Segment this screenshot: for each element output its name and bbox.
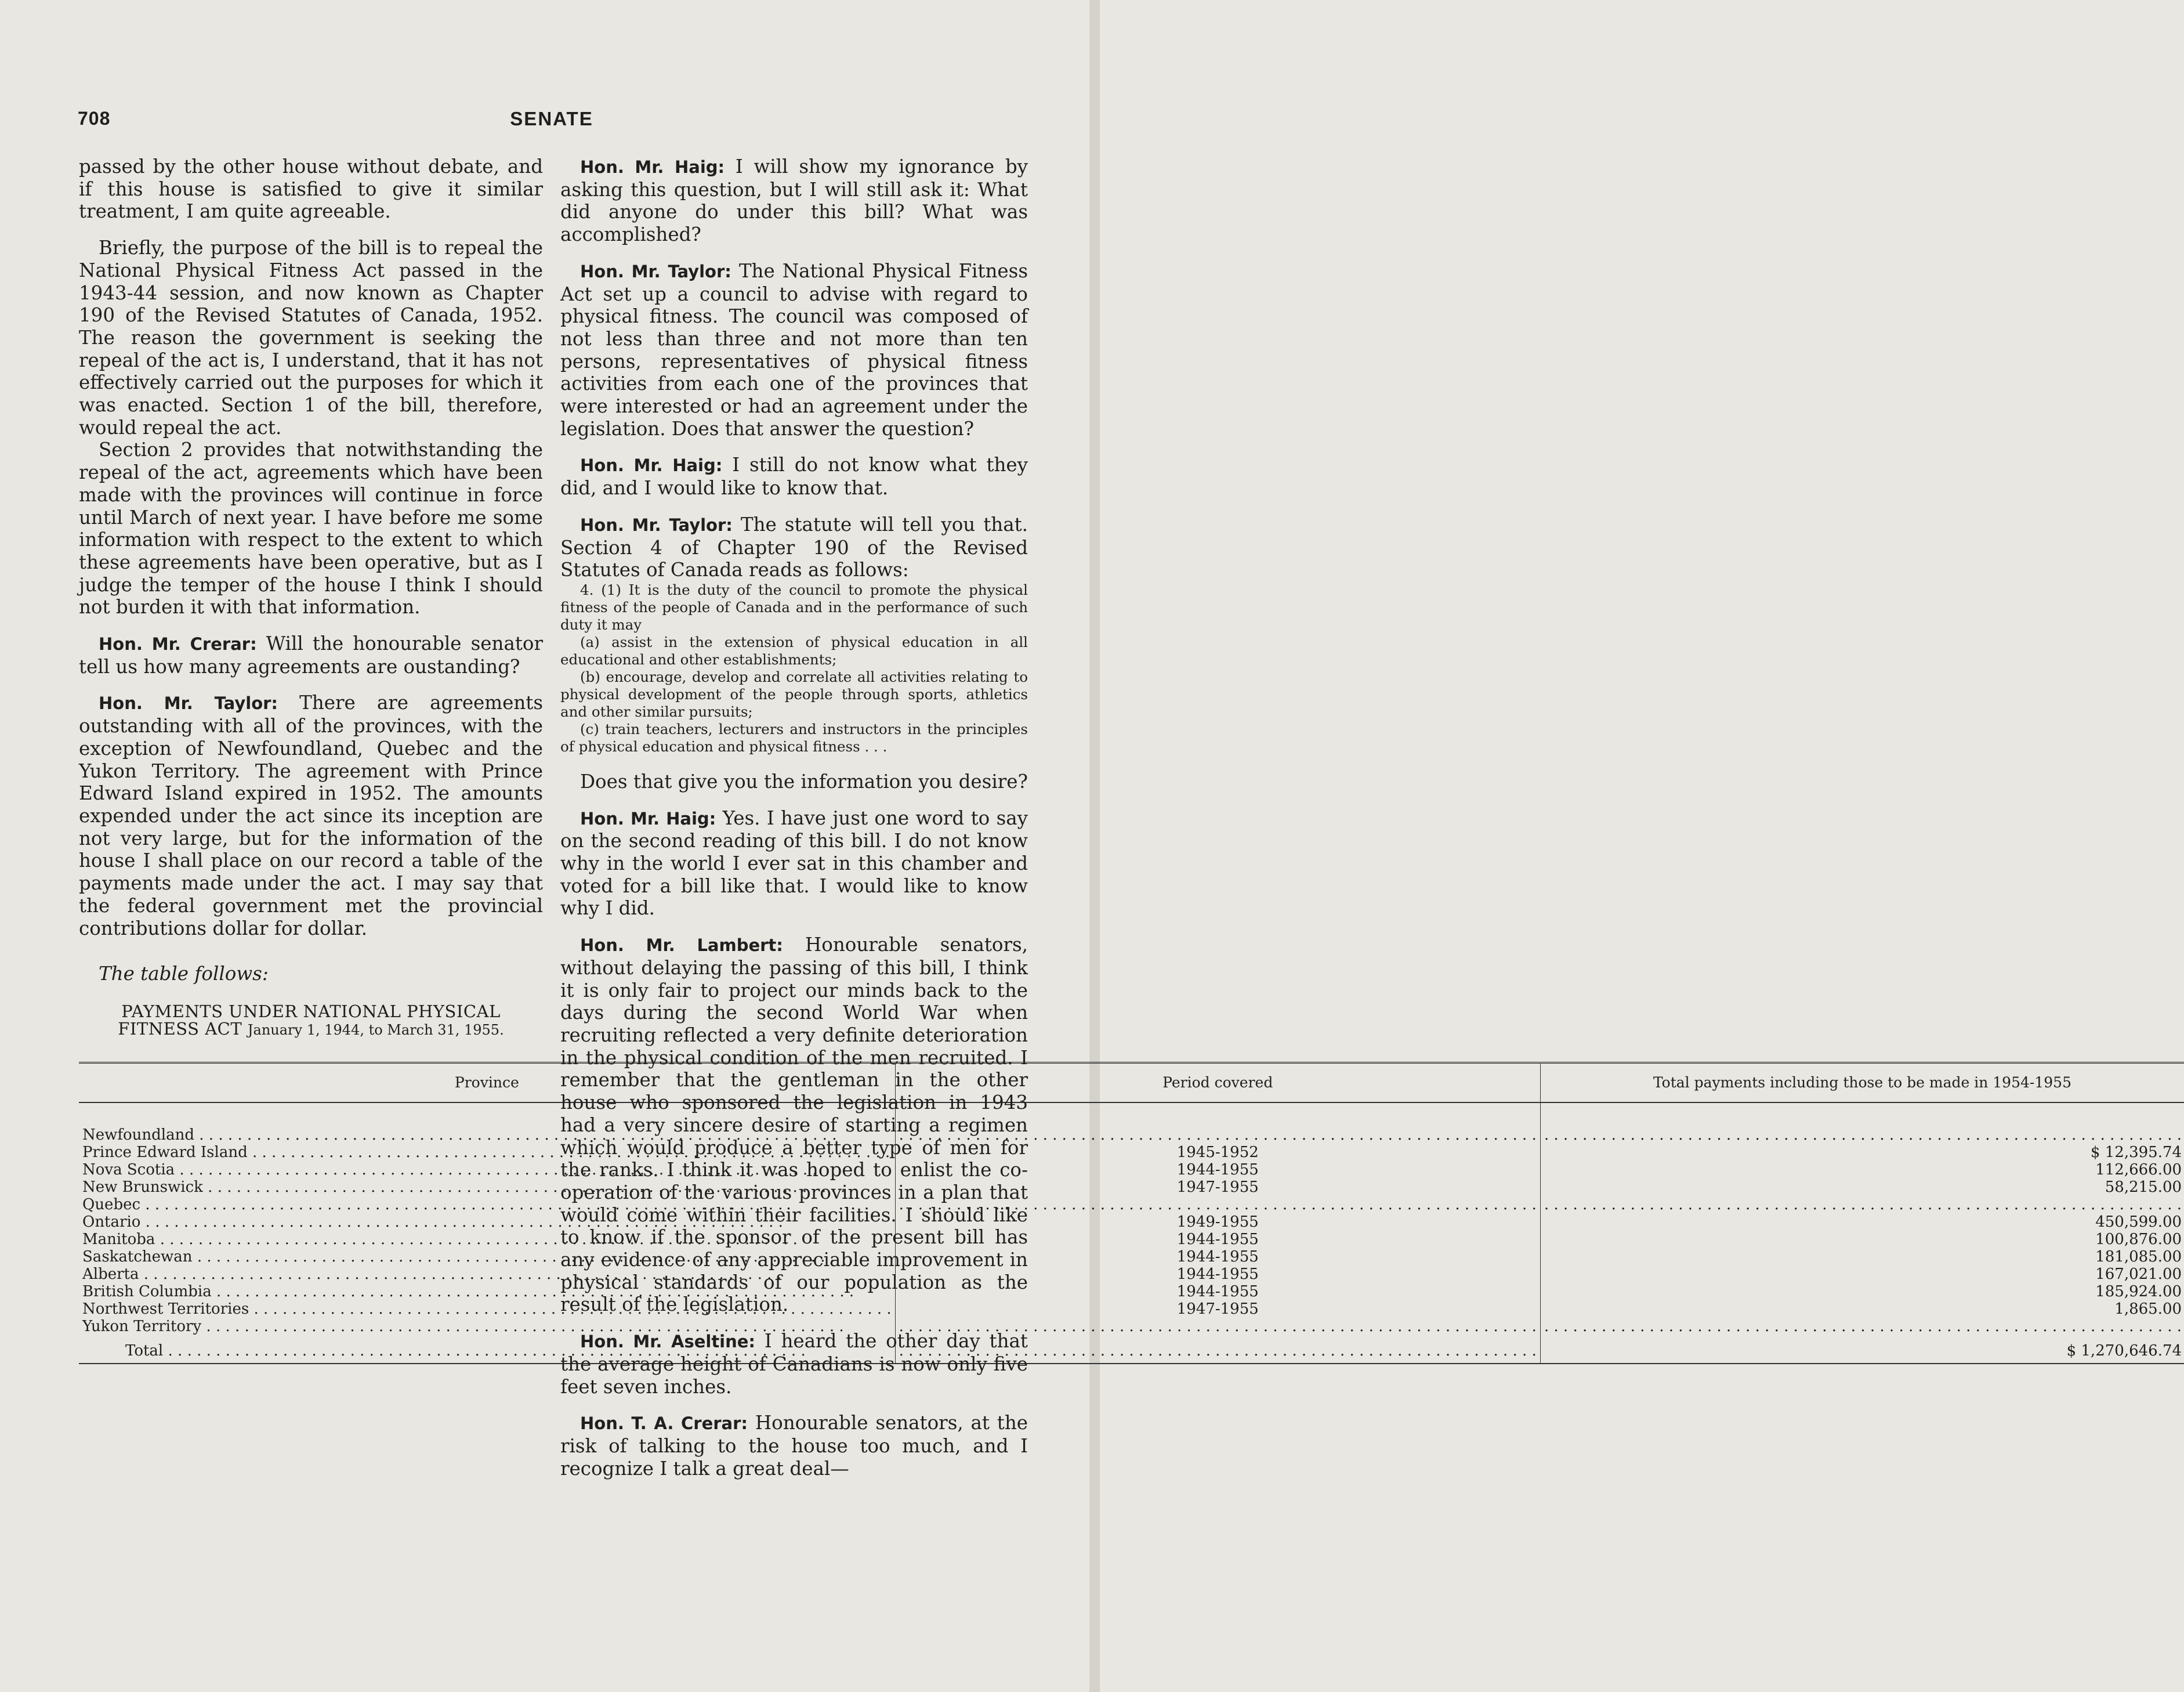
speaker-name: Hon. Mr. Aseltine: [580, 1332, 756, 1352]
table-row [79, 1231, 2184, 1248]
period-cell: 1944-1955 [895, 1283, 1540, 1300]
table-row [79, 1266, 2184, 1283]
speech-text: Honourable senators, without delaying the passing of this bill, I think it is only fair to project our minds back to the days during the second World War when recruiting reflected a very definite deterioration in the physical condition of the men recruited. I remember that the gentleman in the other house who sponsored the legislation in 1943 had a very sincere desire of starting a regimen which would produce a better type of men for the ranks. I think it was hoped to enlist the co-operation of the various provinces in a plan that would come within their facilities. I should like to know if the sponsor of the present bill has any evidence of any appreciable improvement in physical standards of our population as the result of the legislation. [560, 934, 1028, 1316]
total-cell: 1,865.00 [1540, 1300, 2184, 1318]
table-title-dates: January 1, 1944, to March 31, 1955. [247, 1021, 504, 1038]
speech-aseltine [560, 1330, 1028, 1398]
total-cell: 167,021.00 [1540, 1266, 2184, 1283]
province-name: Nova Scotia . . . [82, 1161, 892, 1178]
speech-text: I will show my ignorance by asking this question, but I will still ask it: What did anyone do under this bill? What was accomplished? [560, 156, 1028, 246]
table-row [79, 1248, 2184, 1266]
column-header-province: Province [79, 1062, 895, 1102]
speaker-name: Hon. T. A. Crerar: [580, 1413, 748, 1434]
page-number: 708 [78, 108, 111, 129]
table-total-row [79, 1335, 2184, 1364]
speaker-name: Hon. Mr. Taylor: [99, 693, 278, 714]
speaker-name: Hon. Mr. Crerar: [99, 634, 257, 655]
quote-item-a: (a) assist in the extension of physical education in all educational and other establishments; [560, 633, 1028, 668]
table-intro: The table follows: [99, 963, 269, 985]
province-name: Yukon Territory . . . [82, 1318, 892, 1335]
table-row [79, 1300, 2184, 1318]
speaker-name: Hon. Mr. Haig: [580, 157, 725, 177]
speech-haig [560, 454, 1028, 499]
period-cell: 1945-1952 [895, 1144, 1540, 1161]
total-cell: 58,215.00 [1540, 1178, 2184, 1196]
table-title-main: PAYMENTS UNDER NATIONAL PHYSICAL FITNESS ACT [118, 1001, 501, 1039]
speaker-name: Hon. Mr. Taylor: [580, 515, 733, 535]
total-label: Total . . . [125, 1342, 892, 1360]
speech-lambert [560, 934, 1028, 1316]
speech-crerar [79, 632, 543, 678]
period-cell: 1944-1955 [895, 1161, 1540, 1178]
speech-taylor [560, 514, 1028, 581]
province-name: Alberta . . . [82, 1266, 892, 1283]
province-name: Northwest Territories . . . [82, 1300, 892, 1318]
province-name: Prince Edward Island . . . [82, 1144, 892, 1161]
province-name: New Brunswick . . . [82, 1178, 892, 1196]
total-cell [1540, 1318, 2184, 1335]
table-row [79, 1144, 2184, 1161]
quote-item-c: (c) train teachers, lecturers and instructors in the principles of physical education and physical fitness . . . [560, 720, 1028, 755]
total-cell: 100,876.00 [1540, 1231, 2184, 1248]
speech-text: Will the honourable senator tell us how many agreements are oustanding? [79, 632, 543, 678]
total-cell: 185,924.00 [1540, 1283, 2184, 1300]
period-cell: 1947-1955 [895, 1178, 1540, 1196]
speaker-name: Hon. Mr. Haig: [580, 455, 723, 476]
speech-text: The statute will tell you that. Section 4 of Chapter 190 of the Revised Statutes of Canada reads as follows: [560, 513, 1028, 581]
period-cell: 1944-1955 [895, 1266, 1540, 1283]
column-header-total: Total payments including those to be made in 1954-1955 [1540, 1062, 2184, 1102]
speech-text: Honourable senators, at the risk of talking to the house too much, and I recognize I talk a great deal— [560, 1412, 1028, 1480]
period-cell: 1944-1955 [895, 1248, 1540, 1266]
quote-item-b: (b) encourage, develop and correlate all activities relating to physical development of the people through sports, athletics and other similar pursuits; [560, 668, 1028, 720]
period-cell: 1949-1955 [895, 1213, 1540, 1231]
total-cell: 181,085.00 [1540, 1248, 2184, 1266]
page-header [78, 108, 1026, 137]
right-column [560, 156, 1028, 1494]
table-row [79, 1161, 2184, 1178]
total-cell [1540, 1126, 2184, 1144]
statute-quote [560, 581, 1028, 755]
table-title [79, 1003, 543, 1039]
province-name: Manitoba . . . [82, 1231, 892, 1248]
running-head: SENATE [510, 108, 593, 129]
speaker-name: Hon. Mr. Lambert: [580, 935, 783, 956]
table-row [79, 1178, 2184, 1196]
speech-taylor [560, 260, 1028, 440]
total-cell: $ 12,395.74 [1540, 1144, 2184, 1161]
speech-text: I heard the other day that the average height of Canadians is now only five feet seven inches. [560, 1330, 1028, 1398]
table-row [79, 1213, 2184, 1231]
paragraph: Briefly, the purpose of the bill is to repeal the National Physical Fitness Act passed in the 1943-44 session, and now known as Chapter 190 of the Revised Statutes of Canada, 1952. The reason the government is seeking the repeal of the act is, I understand, that it has not effectively carried out the purposes for which it was enacted. Section 1 of the bill, therefore, would repeal the act. [79, 237, 543, 439]
province-name: Ontario . . . [82, 1213, 892, 1231]
speaker-name: Hon. Mr. Haig: [580, 808, 716, 829]
province-name: Newfoundland . . . [82, 1126, 892, 1144]
speech-haig [560, 807, 1028, 920]
speech-text: I still do not know what they did, and I would like to know that. [560, 454, 1028, 500]
table-row [79, 1318, 2184, 1335]
province-name: Quebec . . . [82, 1196, 892, 1213]
speech-taylor [79, 692, 543, 939]
quote-main: 4. (1) It is the duty of the council to promote the physical fitness of the people of Canada and in the performance of such duty it may [560, 581, 1028, 633]
paragraph: Section 2 provides that notwithstanding the repeal of the act, agreements which have been made with the provinces will continue in force until March of next year. I have before me some information with respect to the extent to which these agreements have been operative, but as I judge the temper of the house I think I should not burden it with that information. [79, 439, 543, 619]
province-name: Saskatchewan . . . [82, 1248, 892, 1266]
paragraph: Does that give you the information you desire? [580, 770, 1028, 793]
table-row [79, 1126, 2184, 1144]
payments-table [79, 1062, 2184, 1364]
column-header-period: Period covered [895, 1062, 1540, 1102]
table-row [79, 1283, 2184, 1300]
period-cell: 1944-1955 [895, 1231, 1540, 1248]
total-cell [1540, 1196, 2184, 1213]
province-name: British Columbia . . . [82, 1283, 892, 1300]
speech-haig [560, 156, 1028, 246]
speaker-name: Hon. Mr. Taylor: [580, 261, 731, 281]
total-cell: 112,666.00 [1540, 1161, 2184, 1178]
table-row [79, 1196, 2184, 1213]
speech-text: The National Physical Fitness Act set up a council to advise with regard to physical fitness. The council was composed of not less than three and not more than ten persons, representatives of physical fitness activities from each one of the provinces that were interested or had an agreement under the legislation. Does that answer the question? [560, 259, 1028, 440]
period-cell: 1947-1955 [895, 1300, 1540, 1318]
page-edge [1089, 0, 1100, 1692]
grand-total-value: $ 1,270,646.74 [1540, 1335, 2184, 1364]
speech-text: Yes. I have just one word to say on the second reading of this bill. I do not know why in the world I ever sat in this chamber and voted for a bill like that. I would like to know why I did. [560, 807, 1028, 920]
paragraph: passed by the other house without debate, and if this house is satisfied to give it similar treatment, I am quite agreeable. [79, 156, 543, 223]
speech-text: There are agreements outstanding with all of the provinces, with the exception of Newfoundland, Quebec and the Yukon Territory. The agreement with Prince Edward Island expired in 1952. The amounts expended under the act since its inception are not very large, but for the information of the house I shall place on our record a table of the payments made under the act. I may say that the federal government met the provincial contributions dollar for dollar. [79, 692, 544, 939]
speech-crerar [560, 1412, 1028, 1480]
total-cell: 450,599.00 [1540, 1213, 2184, 1231]
